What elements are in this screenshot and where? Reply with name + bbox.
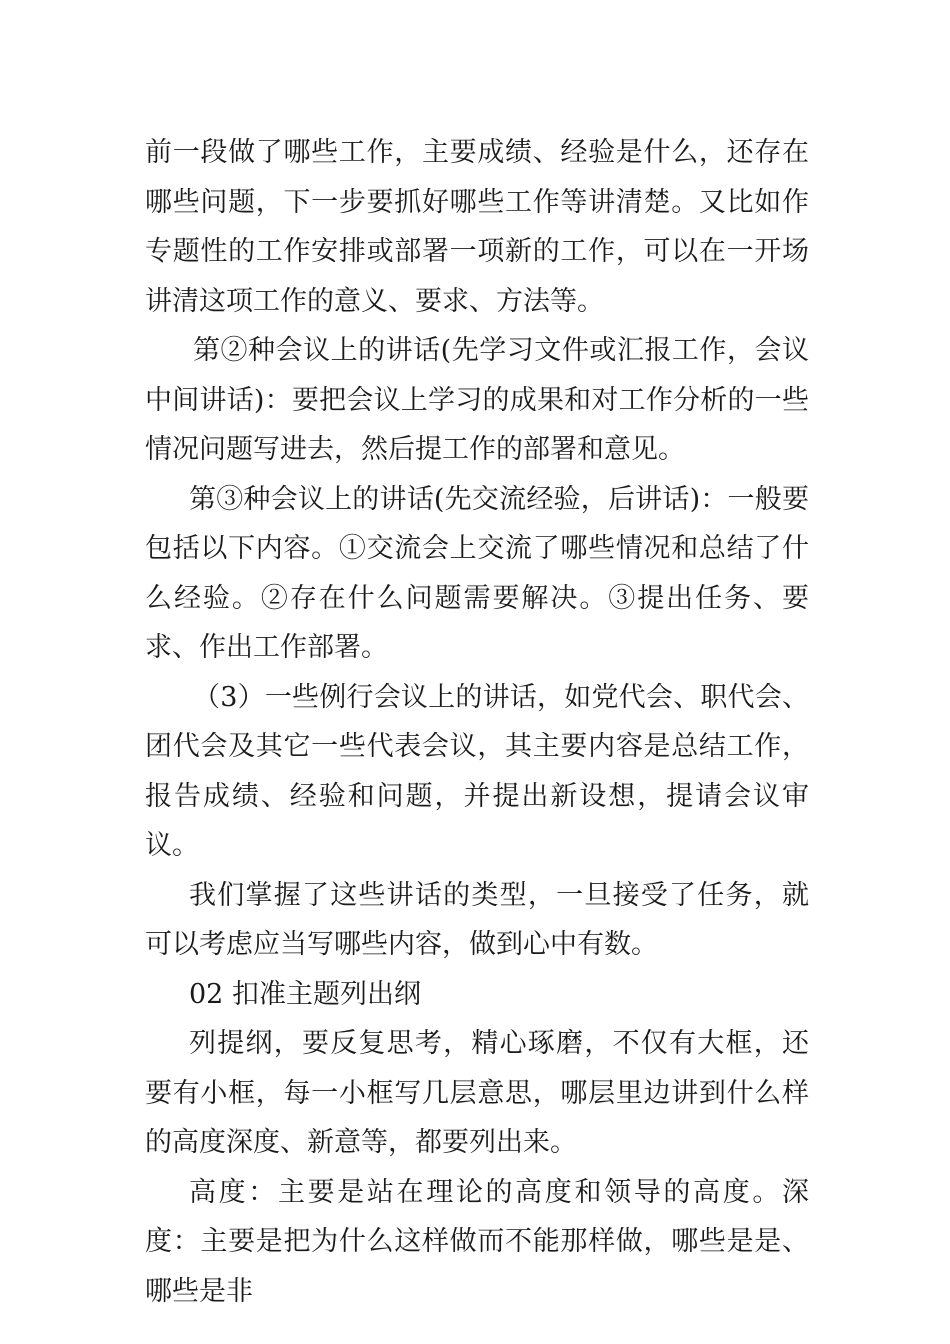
paragraph-outline-instructions: 列提纲，要反复思考，精心琢磨，不仅有大框，还要有小框，每一小框写几层意思，哪层里边讲到什么样的高度深度、新意等，都要列出来。 [145, 1028, 809, 1158]
paragraph-routine-meeting-speech: （3）一些例行会议上的讲话，如党代会、职代会、团代会及其它一些代表会议，其主要内容是总结工作，报告成绩、经验和问题，并提出新设想，提请会议审议。 [145, 681, 809, 861]
paragraph-continuation: 前一段做了哪些工作，主要成绩、经验是什么，还存在哪些问题，下一步要抓好哪些工作等讲清楚。又比如作专题性的工作安排或部署一项新的工作，可以在一开场讲清这项工作的意义、要求、方法等。 [145, 137, 809, 317]
paragraph-third-meeting-speech: 第③种会议上的讲话(先交流经验，后讲话)：一般要包括以下内容。①交流会上交流了哪些情况和总结了什么经验。②存在什么问题需要解决。③提出任务、要求、作出工作部署。 [145, 483, 809, 663]
paragraph-height-depth: 高度：主要是站在理论的高度和领导的高度。深度：主要是把为什么这样做而不能那样做，哪些是是、哪些是非 [145, 1176, 809, 1307]
document-body [145, 128, 809, 1316]
paragraph-speech-types-summary: 我们掌握了这些讲话的类型，一旦接受了任务，就可以考虑应当写哪些内容，做到心中有数。 [145, 879, 809, 960]
paragraph-second-meeting-speech: 第②种会议上的讲话(先学习文件或汇报工作，会议中间讲话)：要把会议上学习的成果和对工作分析的一些情况问题写进去，然后提工作的部署和意见。 [145, 335, 809, 465]
section-heading-outline: 02 扣准主题列出纲 [189, 978, 421, 1010]
